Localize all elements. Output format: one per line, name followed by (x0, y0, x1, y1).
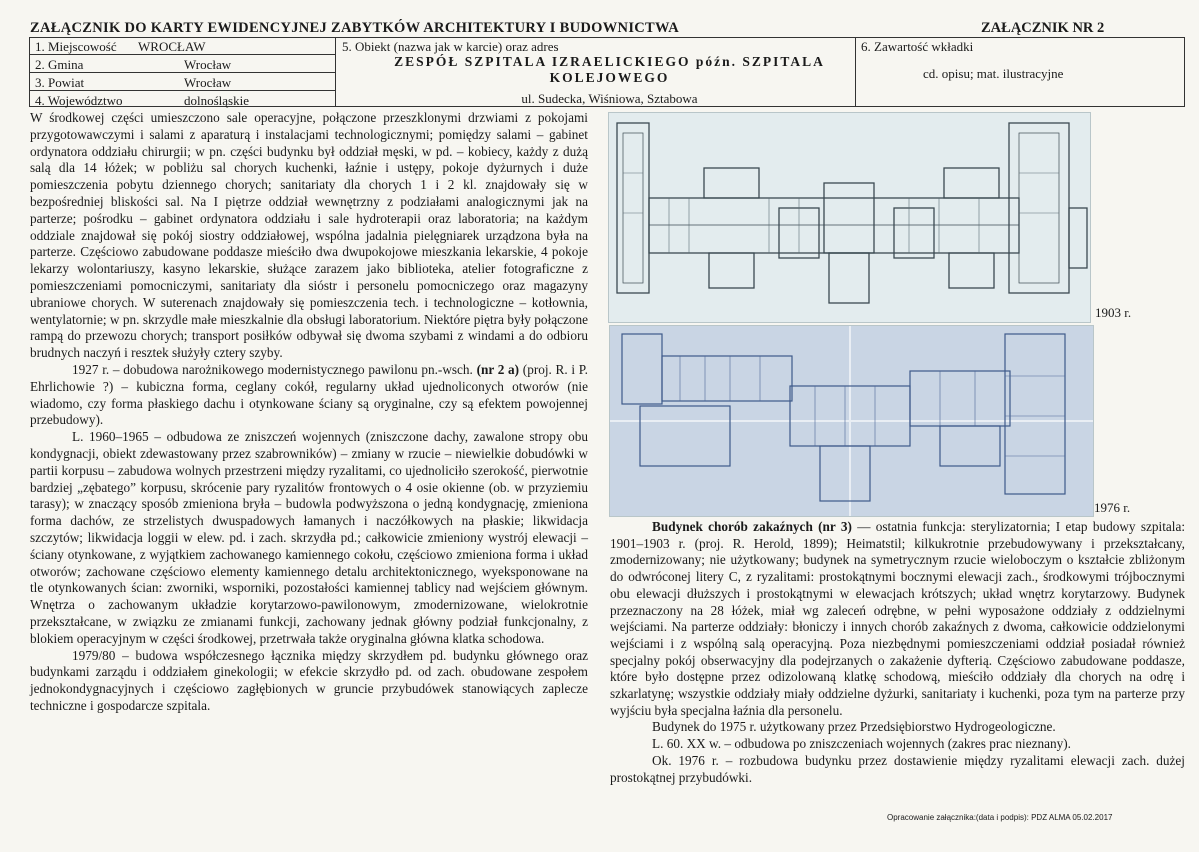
floor-plan-drawing (610, 326, 1093, 516)
object-name-line1: ZESPÓŁ SZPITALA IZRAELICKIEGO późn. SZPITALA (394, 54, 825, 69)
paragraph: Budynek do 1975 r. użytkowany przez Przedsiębiorstwo Hydrogeologiczne. (652, 719, 1056, 735)
divider (30, 54, 335, 55)
header-table (29, 37, 1185, 107)
floor-plan-drawing (609, 113, 1090, 322)
divider (30, 90, 335, 91)
building-ref: (nr 2 a) (476, 361, 520, 377)
wojewodztwo-value: dolnośląskie (184, 93, 249, 108)
gmina-label: 2. Gmina (35, 57, 84, 72)
paragraph (610, 519, 1185, 719)
miejscowosc-label: 1. Miejscowość (35, 39, 117, 54)
plan-year-1976: 1976 r. (1094, 500, 1131, 515)
plan-year-1903: 1903 r. (1095, 305, 1132, 320)
powiat-label: 3. Powiat (35, 75, 85, 90)
miejscowosc-value: WROCŁAW (138, 39, 206, 54)
gmina-value: Wrocław (184, 57, 232, 72)
paragraph-text: — ostatnia funkcja: sterylizatornia; I etap budowy szpitala: 1901–1903 r. (proj. R. Herold, 1899); Heimatstil; kilkukrotnie przebudowywany i przekształcany, zmodernizowany; nie użytkowany; budynek na symetrycznym rzucie wieloboczym o kształcie zbliżonym do odwróconej litery C, z ryzalitami: prostokątnymi bocznymi elewacji zach., środkowymi trójbocznymi obu elewacji dłuższych i prostokątnymi w elewacjach krótszych; układ wnętrz korytarzowy. Budynek przeznaczony na 28 łóżek, miał wg zaleceń odrębne, w pełni wyposażone oddziały z oddzielnymi wejściami. Na parterze oddziały: błoniczy i innych chorób zakaźnych z dwoma, całkowicie oddzielonymi wejściami i z wspólną salą operacyjną. Poza niezbędnymi pomieszczeniami oddział posiadał również specjalny pokój obserwacyjny dla podejrzanych o zakażenie dyfterią. Częściowo zabudowane poddasze, które było dostępne przez odizolowaną klatkę schodową, mieściło oddziały dla chorych na odrę i szkarlatynę; wszystkie oddziały miały oddzielne dyżurki, sanitariaty i kuchenki, poza tym na parterze przy wyjściu była specjalna łaźnia dla personelu. (610, 519, 1186, 718)
paragraph: L. 1960–1965 – odbudowa ze zniszczeń wojennych (zniszczone dachy, zawalone stropy obu kondygnacji, obiekt zdewastowany przez szabrowników) – zmiany w rzucie – niewielkie dobudówki w partii korpusu – zabudowa wolnych przestrzeni między ryzalitami, co ujednoliciło szerokość, pierwotnie bardziej „zębatego” korpusu, skrócenie pary ryzalitów frontowych o 4 osie okienne (ob. w przyziemiu tarasy); w znaczący sposób zmieniona bryła – budowla podwyższona o jedną kondygnację, zmieniona forma dachów, ze strzelistych dwuspadowych łamanych i naczółkowych na płaskie; likwidacja szczytów; likwidacja loggii w elew. pd. i zach. skrzydła pd.; całkowicie zmieniony wystrój elewacji – ściany otynkowane, z wyjątkiem zachowanego kamiennego cokołu, częściowo zmieniona forma i układ otworów; zachowane częściowo elementy kamiennego detalu architektonicznego, wyeksponowane na tle otynkowanych ścian: zworniki, wsporniki, pozostałości kamiennej tablicy nad wejściem głównym. Wnętrza o zachowanym układzie korytarzowo-pawilonowym, zmodernizowane, wielokrotnie przekształcane, w związku ze zmianami funkcji, zachowany jednak główny podział funkcjonalny, z blokiem operacyjnym w części środkowej, przetrwała także oryginalna główna klatka schodowa. (30, 429, 588, 646)
object-name (342, 54, 877, 86)
floor-plan-1976 (609, 325, 1094, 517)
insert-label: 6. Zawartość wkładki (861, 39, 974, 54)
powiat-value: Wrocław (184, 75, 232, 90)
divider (30, 72, 335, 73)
floor-plan-1903 (608, 112, 1091, 323)
annex-number: ZAŁĄCZNIK NR 2 (981, 20, 1105, 36)
paragraph-text: (proj. R. i P. Ehrlichowie ?) – kubiczna forma, ceglany cokół, regularny układ ujednoliconych otworów (nie wiadomo, czy forma płaskiego dachu i otynkowane ściany są oryginalne, czy są efektem powojennej przebudowy). (30, 361, 588, 428)
left-description (30, 110, 588, 715)
wojewodztwo-label: 4. Województwo (35, 93, 123, 108)
paragraph: 1979/80 – budowa współczesnego łącznika między skrzydłem pd. budynku głównego oraz budynkami zarządu i oddziałem ginekologii; w efekcie skrzydło pd. od zach. obudowane zespołem jednokondygnacyjnych i częściowo zagłębionych w gruncie przybudówek stanowiących zaplecze techniczne i gospodarcze szpitala. (30, 647, 588, 713)
paragraph-text: 1927 r. – dobudowa narożnikowego modernistycznego pawilonu pn.-wsch. (72, 361, 477, 377)
footer-signature: Opracowanie załącznika:(data i podpis): PDZ ALMA 05.02.2017 (887, 813, 1113, 822)
right-description (610, 519, 1185, 786)
insert-value: cd. opisu; mat. ilustracyjne (923, 66, 1064, 81)
document-title: ZAŁĄCZNIK DO KARTY EWIDENCYJNEJ ZABYTKÓW ARCHITEKTURY I BUDOWNICTWA (30, 20, 679, 36)
object-name-line2: KOLEJOWEGO (549, 70, 670, 85)
paragraph: W środkowej części umieszczono sale operacyjne, połączone przeszklonymi drzwiami z pokojami przygotowawczymi i salami z aparaturą i instalacjami technologicznymi; pomiędzy salami – gabinet ordynatora oddziału chirurgii; w pn. części budynku był oddział męski, w pd. – kobiecy, każdy z dużą salą dla 14 łóżek; w pobliżu sal chorych kuchenki, łaźnie i ustępy, pokoje dyżurnych i duże pomieszczenia pobytu dziennego chorych; sanitariaty dla chorych 1 i 2 kl. znajdowały się w bezpośredniej bliskości sal. Na I piętrze oddział wewnętrzny z podziałami analogicznymi jak na parterze; pośrodku – gabinet ordynatora oddziału i sale hydroterapii oraz laboratoria; na każdym oddziale znajdował się pokój siostry oddziałowej, wspólna jadalnia pielęgniarek urządzona była na parterze. Częściowo zabudowane poddasze mieściło dwa dwupokojowe mieszkania lekarskie, 4 pokoje lekarzy wolontariuszy, kasyno lekarskie, służące zarazem jako biblioteka, atelier fotograficzne z pomieszczeniami pomocniczymi, sanitariaty dla sióstr i personelu pomocniczego oraz magazyny ubraniowe chorych. W suterenach znajdowały się pomieszczenia tech. i technologiczne – kotłownia, wentylatornie; w pn. skrzydle małe mieszkalnie dla obsługi laboratorium. Niektóre piętra były połączone rampą do przewozu chorych; transport posiłków odbywał się dwoma szybami z windami a do odbioru brudnych naczyń i resztek służyły cztery szyby. (30, 110, 588, 361)
object-address: ul. Sudecka, Wiśniowa, Sztabowa (521, 91, 698, 106)
object-label: 5. Obiekt (nazwa jak w karcie) oraz adres (342, 39, 559, 54)
paragraph: L. 60. XX w. – odbudowa po zniszczeniach wojennych (zakres prac nieznany). (652, 736, 1071, 752)
building-title: Budynek chorób zakaźnych (nr 3) (652, 519, 852, 534)
paragraph (30, 362, 588, 429)
paragraph: Ok. 1976 r. – rozbudowa budynku przez dostawienie między ryzalitami elewacji zach. dużej prostokątnej przybudówki. (610, 752, 1185, 785)
divider (335, 38, 336, 106)
